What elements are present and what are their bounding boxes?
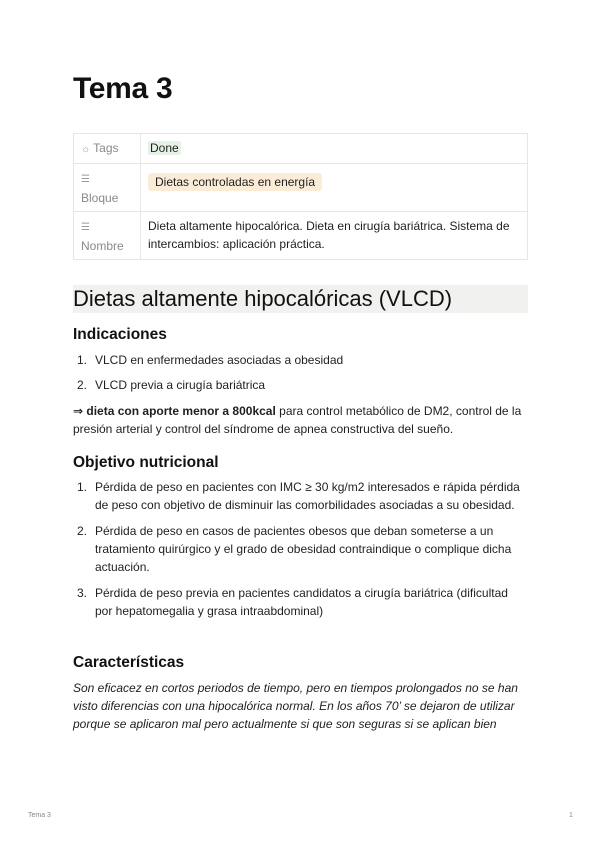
note-bold: ⇒ dieta con aporte menor a 800kcal bbox=[73, 404, 276, 418]
list-item-text: VLCD en enfermedades asociadas a obesidad bbox=[95, 353, 344, 367]
footer-page-number: 1 bbox=[569, 812, 573, 819]
caracteristicas-text: Son eficacez en cortos periodos de tiempo, pero en tiempos prolongados no se han visto diferencias con una hipocalórica normal. En los años 70’ se dejaron de utilizar porque se aplicaron mal pero actualmente si que son seguras si se aplican bien bbox=[73, 681, 518, 731]
property-row-nombre bbox=[74, 212, 528, 260]
property-label: Nombre bbox=[81, 239, 124, 253]
note-text: para control metabólico de DM2, control de la presión arterial y control del síndrome de apnea constructiva del sueño. bbox=[73, 404, 522, 436]
list-item: 2. Pérdida de peso en casos de pacientes obesos que deban someterse a un tratamiento quirúrgico y el grado de obesidad contraindique o complique dicha actuación. bbox=[77, 524, 512, 574]
list-icon: ☰ bbox=[81, 174, 90, 185]
footer-page-title: Tema 3 bbox=[28, 812, 51, 819]
properties-table bbox=[73, 133, 528, 260]
indicaciones-list bbox=[73, 351, 528, 394]
property-value-nombre: Dieta altamente hipocalórica. Dieta en cirugía bariátrica. Sistema de intercambios: aplicación práctica. bbox=[141, 212, 528, 260]
property-row-tags bbox=[74, 134, 528, 164]
property-label: Bloque bbox=[81, 191, 119, 205]
property-key-tags bbox=[74, 134, 141, 164]
heading-caracteristicas: Características bbox=[73, 654, 185, 671]
indicaciones-note bbox=[73, 402, 528, 438]
objetivo-list bbox=[73, 478, 528, 620]
loading-icon: ☼ bbox=[81, 144, 91, 155]
property-value-bloque bbox=[141, 164, 528, 212]
property-label: Tags bbox=[93, 141, 119, 155]
heading-indicaciones: Indicaciones bbox=[73, 326, 167, 343]
property-value-tags bbox=[141, 134, 528, 164]
section-heading: Dietas altamente hipocalóricas (VLCD) bbox=[73, 285, 528, 313]
list-item: 2. VLCD previa a cirugía bariátrica bbox=[77, 378, 266, 392]
list-item-text: VLCD previa a cirugía bariátrica bbox=[95, 378, 266, 392]
list-item-text: Pérdida de peso en pacientes con IMC ≥ 30 kg/m2 interesados e rápida pérdida de peso con objetivo de disminuir las comorbilidades asociadas a su obesidad. bbox=[95, 480, 520, 512]
text-icon: ☰ bbox=[81, 222, 90, 233]
status-badge: Done bbox=[150, 141, 179, 155]
page-title: Tema 3 bbox=[73, 72, 173, 105]
list-item-text: Pérdida de peso en casos de pacientes obesos que deban someterse a un tratamiento quirúrgico y el grado de obesidad contraindique o complique dicha actuación. bbox=[95, 524, 512, 574]
property-row-bloque bbox=[74, 164, 528, 212]
property-key-nombre bbox=[74, 212, 141, 260]
heading-objetivo: Objetivo nutricional bbox=[73, 454, 219, 471]
list-item: 1. VLCD en enfermedades asociadas a obesidad bbox=[77, 353, 344, 367]
list-item: 3. Pérdida de peso previa en pacientes candidatos a cirugía bariátrica (dificultad por hepatomegalia y grasa intraabdominal) bbox=[77, 586, 508, 618]
property-key-bloque bbox=[74, 164, 141, 212]
select-tag: Dietas controladas en energía bbox=[148, 173, 322, 191]
list-item-text: Pérdida de peso previa en pacientes candidatos a cirugía bariátrica (dificultad por hepatomegalia y grasa intraabdominal) bbox=[95, 586, 508, 618]
list-item: 1. Pérdida de peso en pacientes con IMC ≥ 30 kg/m2 interesados e rápida pérdida de peso con objetivo de disminuir las comorbilidades asociadas a su obesidad. bbox=[77, 480, 520, 512]
